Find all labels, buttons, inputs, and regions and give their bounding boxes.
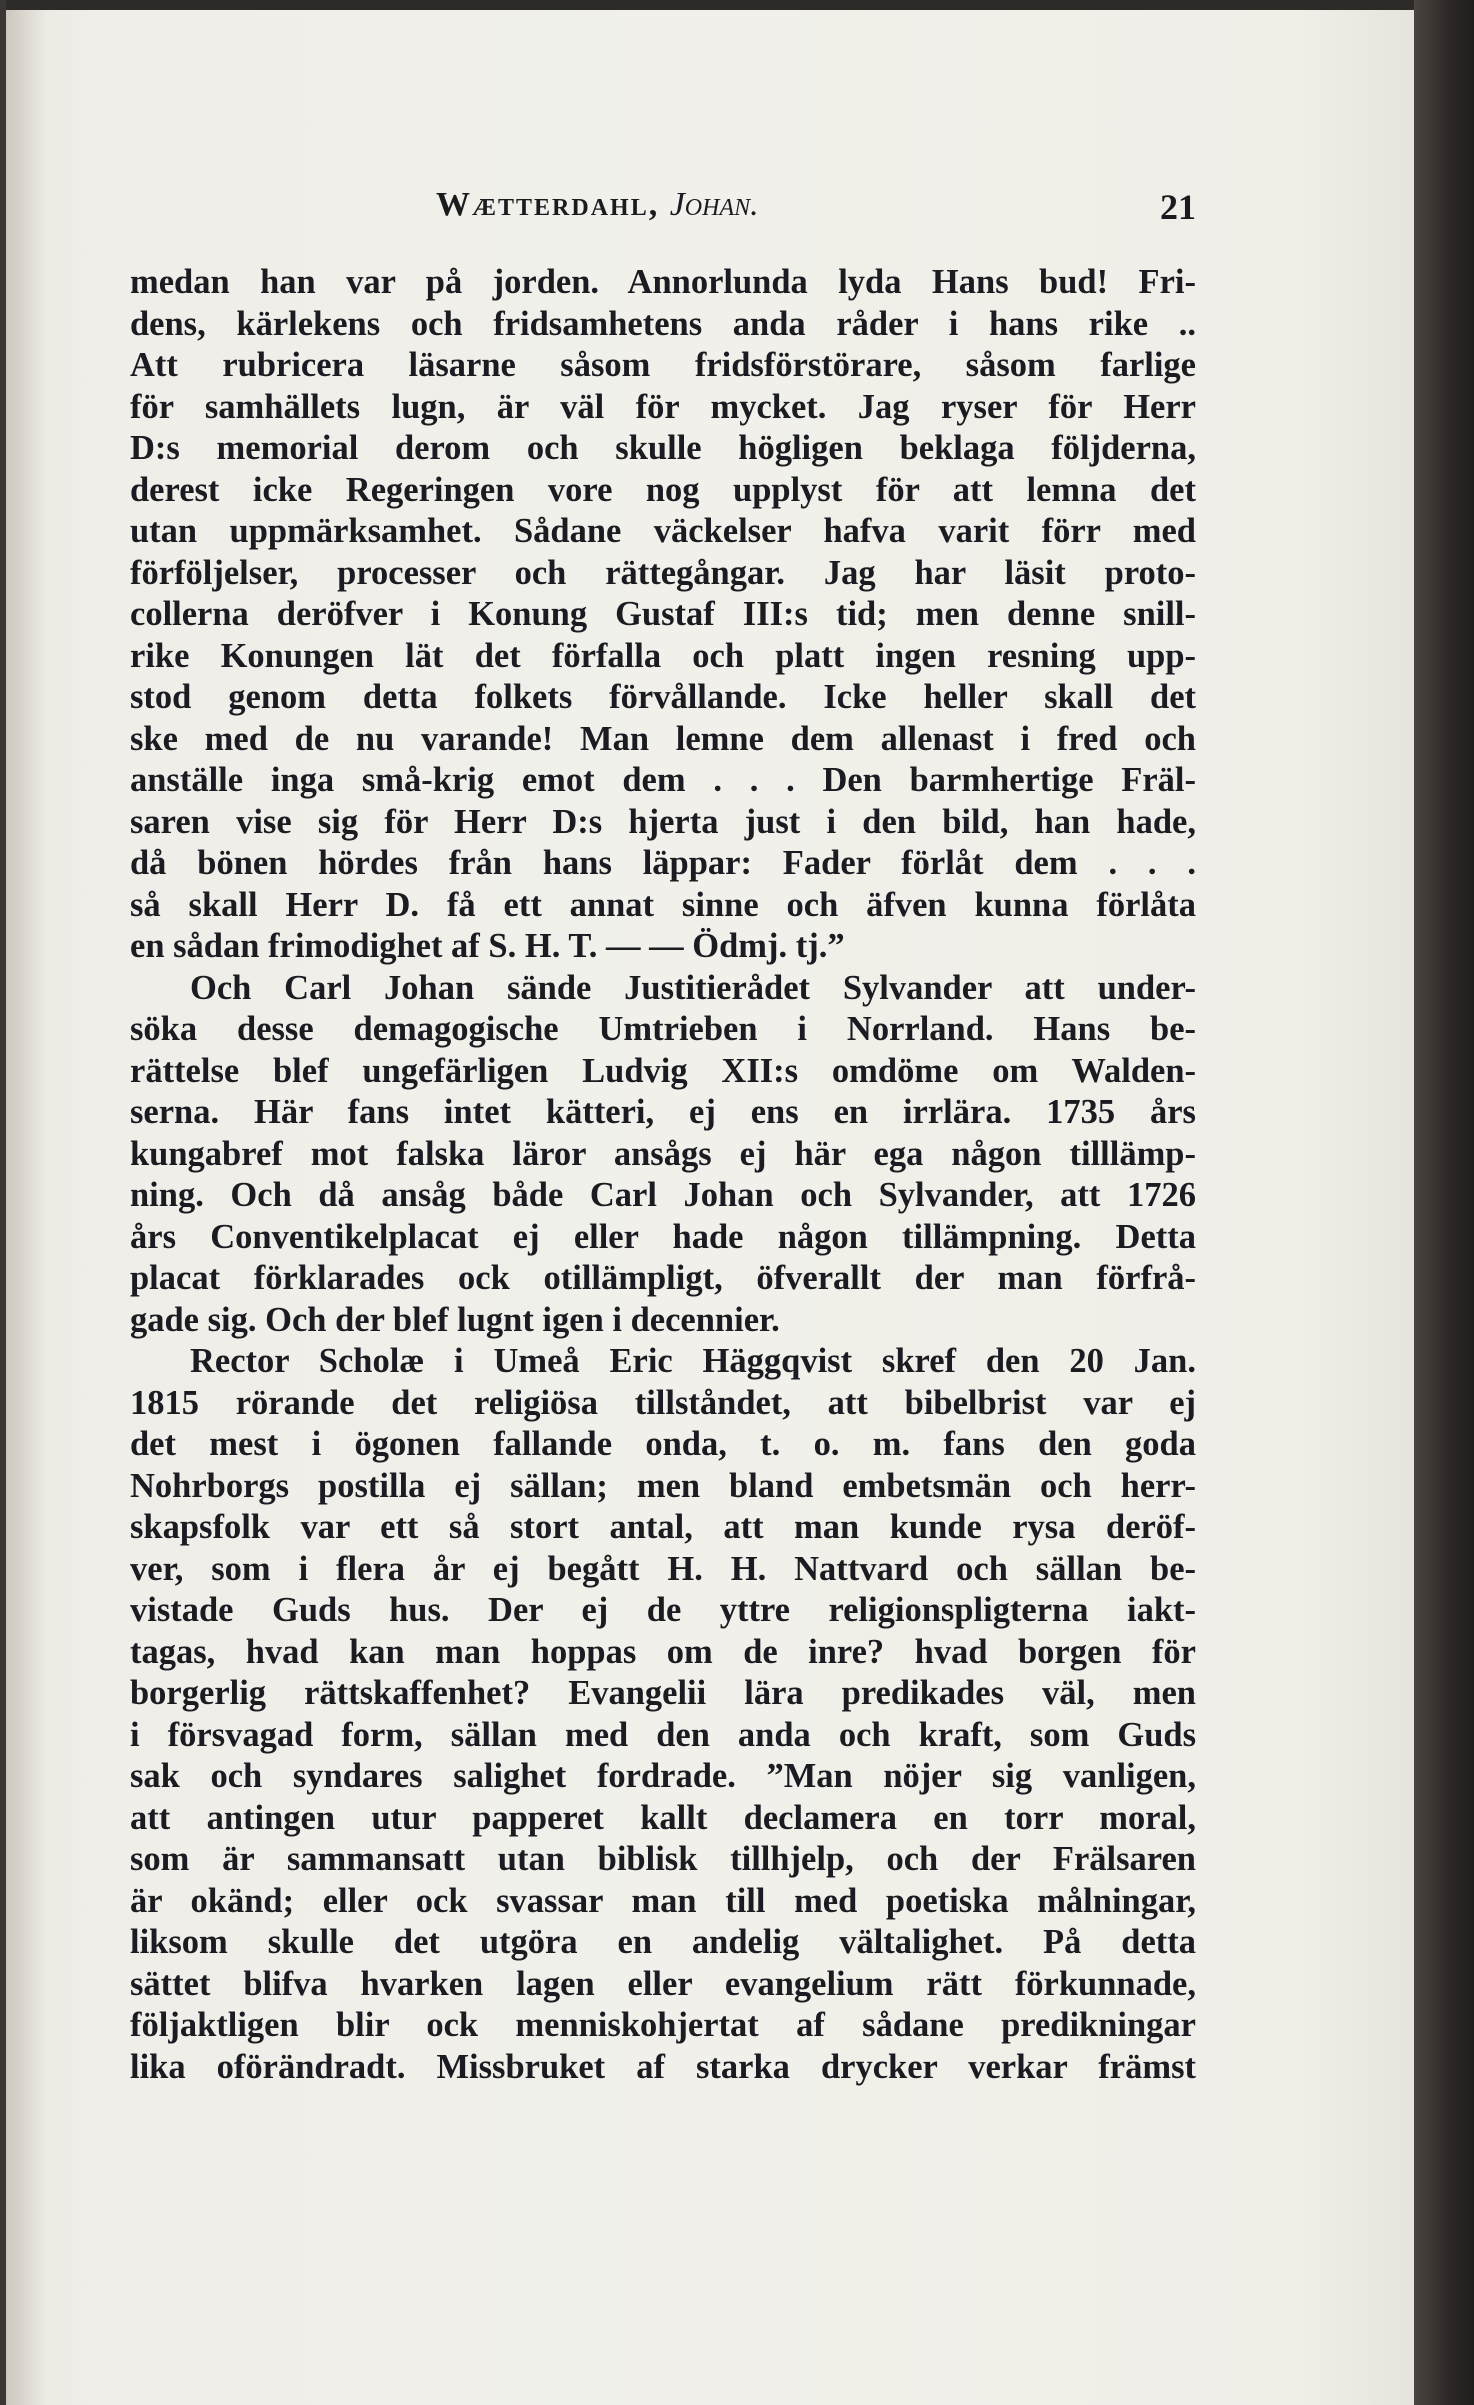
text-line: dens, kärlekens och fridsamhetens anda råder i hans rike .. [130,304,1196,343]
text-line: Rector Scholæ i Umeå Eric Häggqvist skref den 20 Jan. [190,1342,1196,1380]
text-line: tagas, hvad kan man hoppas om de inre? hvad borgen för [130,1632,1196,1671]
text-line: att antingen utur papperet kallt declamera en torr moral, [130,1798,1196,1837]
text-line: förföljelser, processer och rättegångar. Jag har läsit proto- [130,553,1196,592]
text-line: 1815 rörande det religiösa tillståndet, att bibelbrist var ej [130,1383,1196,1422]
text-line: utan uppmärksamhet. Sådane väckelser hafva varit förr med [130,512,1196,550]
text-line: liksom skulle det utgöra en andelig vältalighet. På detta [130,1923,1196,1961]
text-line: Och Carl Johan sände Justitierådet Sylvander att under- [190,968,1196,1007]
running-head [436,186,759,224]
text-line: söka desse demagogische Umtrieben i Norrland. Hans be- [130,1010,1196,1048]
text-line: för samhällets lugn, är väl för mycket. Jag ryser för Herr [130,387,1196,426]
text-line: saren vise sig för Herr D:s hjerta just i den bild, han hade, [130,802,1196,841]
text-line: serna. Här fans intet kätteri, ej ens en irrlära. 1735 års [130,1093,1196,1131]
text-line: kungabref mot falska läror ansågs ej här ega någon tilllämp- [130,1134,1196,1173]
text-line: vistade Guds hus. Der ej de yttre religionspligterna iakt- [130,1591,1196,1629]
text-line: sak och syndares salighet fordrade. ”Man nöjer sig vanligen, [130,1757,1196,1795]
text-line: ning. Och då ansåg både Carl Johan och Sylvander, att 1726 [130,1176,1196,1214]
page-edge-shadow [1414,0,1474,2405]
text-line: Att rubricera läsarne såsom fridsförstörare, såsom farlige [130,346,1196,384]
text-line: i försvagad form, sällan med den anda och kraft, som Guds [130,1715,1196,1754]
text-line: stod genom detta folkets förvållande. Icke heller skall det [130,678,1196,716]
text-line: är okänd; eller ock svassar man till med poetiska målningar, [130,1881,1196,1920]
text-line: års Conventikelplacat ej eller hade någon tillämpning. Detta [130,1217,1196,1256]
text-line: anställe inga små-krig emot dem . . . Den barmhertige Fräl- [130,761,1196,799]
text-line: D:s memorial derom och skulle högligen beklaga följderna, [130,429,1196,467]
text-line: skapsfolk var ett så stort antal, att man kunde rysa deröf- [130,1508,1196,1546]
running-head-surname: Wætterdahl, [436,186,660,223]
text-line: ske med de nu varande! Man lemne dem allenast i fred och [130,719,1196,758]
running-head-given: Johan. [669,186,759,223]
text-line: ver, som i flera år ej begått H. H. Nattvard och sällan be- [130,1549,1196,1588]
text-line: medan han var på jorden. Annorlunda lyda Hans bud! Fri- [130,263,1196,301]
text-line: collerna deröfver i Konung Gustaf III:s tid; men denne snill- [130,595,1196,633]
text-line: borgerlig rättskaffenhet? Evangelii lära predikades väl, men [130,1674,1196,1712]
text-line: sättet blifva hvarken lagen eller evangelium rätt förkunnade, [130,1964,1196,2003]
text-line: Nohrborgs postilla ej sällan; men bland embetsmän och herr- [130,1466,1196,1505]
text-line: rike Konungen lät det förfalla och platt ingen resning upp- [130,636,1196,675]
page-number: 21 [1160,187,1196,227]
book-page [6,0,1414,2405]
text-line: som är sammansatt utan biblisk tillhjelp, och der Frälsaren [130,1840,1196,1878]
text-line: då bönen hördes från hans läppar: Fader förlåt dem . . . [130,844,1196,882]
text-line: gade sig. Och der blef lugnt igen i decennier. [130,1300,780,1339]
text-line: så skall Herr D. få ett annat sinne och äfven kunna förlåta [130,885,1196,924]
text-line: rättelse blef ungefärligen Ludvig XII:s omdöme om Walden- [130,1051,1196,1090]
text-line: derest icke Regeringen vore nog upplyst för att lemna det [130,470,1196,509]
text-line: en sådan frimodighet af S. H. T. — — Ödmj. tj.” [130,927,845,965]
page-header [436,186,1196,236]
text-line: det mest i ögonen fallande onda, t. o. m. fans den goda [130,1425,1196,1463]
text-line: följaktligen blir ock menniskohjertat af sådane predikningar [130,2006,1196,2044]
body-text [130,262,1196,2088]
text-line: placat förklarades ock otillämpligt, öfverallt der man förfrå- [130,1259,1196,1297]
text-line: lika oförändradt. Missbruket af starka drycker verkar främst [130,2047,1196,2086]
